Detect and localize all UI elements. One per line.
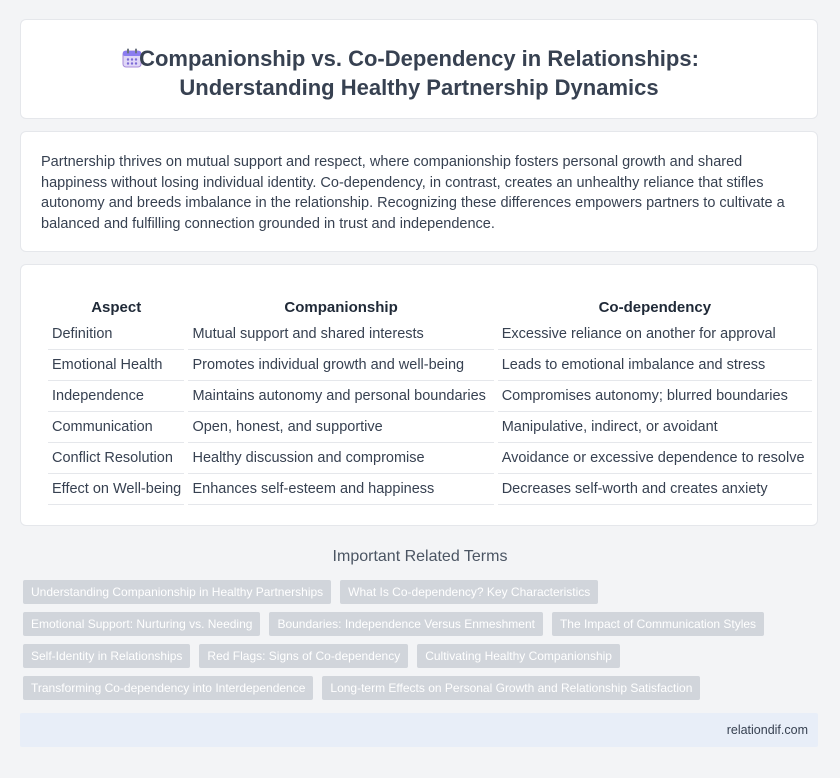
related-tag[interactable]: Understanding Companionship in Healthy Partnerships	[23, 580, 331, 604]
table-row	[48, 474, 812, 505]
cell-co-dependency: Excessive reliance on another for approval	[498, 319, 812, 350]
related-tag[interactable]: Self-Identity in Relationships	[23, 644, 190, 668]
related-tag[interactable]: What Is Co-dependency? Key Characteristics	[340, 580, 598, 604]
related-tag[interactable]: Emotional Support: Nurturing vs. Needing	[23, 612, 260, 636]
related-tag[interactable]: Boundaries: Independence Versus Enmeshment	[269, 612, 543, 636]
related-terms-title: Important Related Terms	[332, 548, 508, 565]
related-tag[interactable]: Long-term Effects on Personal Growth and Relationship Satisfaction	[322, 676, 700, 700]
cell-co-dependency: Manipulative, indirect, or avoidant	[498, 412, 812, 443]
table-header-row	[48, 295, 812, 319]
cell-co-dependency: Avoidance or excessive dependence to resolve	[498, 443, 812, 474]
comparison-table	[44, 295, 816, 505]
related-tag[interactable]: The Impact of Communication Styles	[552, 612, 764, 636]
cell-companionship: Healthy discussion and compromise	[188, 443, 493, 474]
cell-co-dependency: Compromises autonomy; blurred boundaries	[498, 381, 812, 412]
footer-bar	[20, 713, 818, 747]
cell-aspect: Independence	[48, 381, 184, 412]
header-aspect: Aspect	[91, 298, 142, 316]
cell-companionship: Enhances self-esteem and happiness	[188, 474, 493, 505]
footer-site-link[interactable]: relationdif.com	[726, 723, 808, 737]
related-tag[interactable]: Red Flags: Signs of Co-dependency	[199, 644, 408, 668]
cell-companionship: Maintains autonomy and personal boundaries	[188, 381, 493, 412]
table-row	[48, 412, 812, 443]
title-line-2: Understanding Healthy Partnership Dynamics	[179, 75, 659, 100]
related-tags-row	[23, 644, 620, 668]
cell-aspect: Communication	[48, 412, 184, 443]
table-row	[48, 443, 812, 474]
page-title	[21, 44, 817, 102]
intro-card	[20, 131, 818, 252]
related-tags-row	[23, 580, 598, 604]
header-companionship: Companionship	[284, 298, 398, 316]
header-co-dependency: Co-dependency	[598, 298, 712, 316]
cell-companionship: Open, honest, and supportive	[188, 412, 493, 443]
related-tags-row	[23, 676, 700, 700]
cell-co-dependency: Leads to emotional imbalance and stress	[498, 350, 812, 381]
related-tags-row	[23, 612, 764, 636]
cell-aspect: Emotional Health	[48, 350, 184, 381]
related-tag[interactable]: Transforming Co-dependency into Interdependence	[23, 676, 313, 700]
table-row	[48, 319, 812, 350]
table-row	[48, 381, 812, 412]
cell-companionship: Promotes individual growth and well-being	[188, 350, 493, 381]
comparison-card	[20, 264, 818, 526]
table-row	[48, 350, 812, 381]
intro-paragraph: Partnership thrives on mutual support and respect, where companionship fosters personal growth and shared happiness without losing individual identity. Co-dependency, in contrast, creates an unhealthy reliance that stifles autonomy and breeds imbalance in the relationship. Recognizing these differences empowers partners to cultivate a balanced and fulfilling connection grounded in trust and independence.	[41, 154, 785, 232]
cell-aspect: Conflict Resolution	[48, 443, 184, 474]
cell-aspect: Effect on Well-being	[48, 474, 184, 505]
cell-companionship: Mutual support and shared interests	[188, 319, 493, 350]
cell-co-dependency: Decreases self-worth and creates anxiety	[498, 474, 812, 505]
cell-aspect: Definition	[48, 319, 184, 350]
title-line-1: Companionship vs. Co-Dependency in Relationships:	[139, 46, 699, 71]
header-card	[20, 19, 818, 119]
related-tag[interactable]: Cultivating Healthy Companionship	[417, 644, 620, 668]
